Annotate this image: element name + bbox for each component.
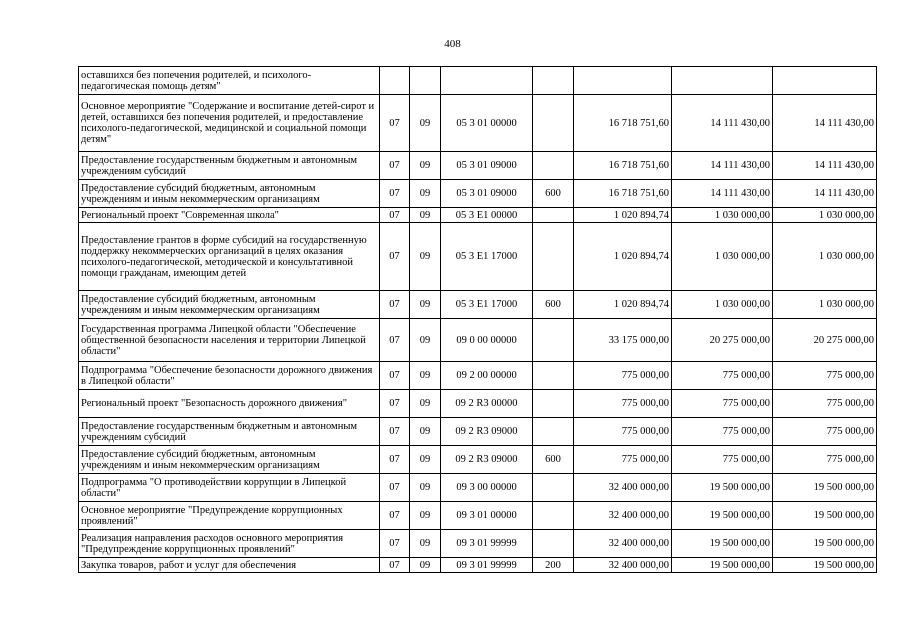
table-row [79,502,877,530]
page-number: 408 [444,38,461,50]
section-code: 07 [380,418,410,446]
table-row [79,223,877,291]
amount-3: 19 500 000,00 [773,474,877,502]
item-name: Предоставление субсидий бюджетным, автономным учреждениям и иным некоммерческим организациям [79,180,380,208]
amount-2: 19 500 000,00 [672,502,773,530]
target-article-code: 05 3 01 09000 [441,180,533,208]
subsection-code: 09 [410,208,441,223]
item-name: Предоставление грантов в форме субсидий на государственную поддержку некоммерческих организаций в целях оказания психолого-педагогической, методической и консультативной помощи гражданам, имеющим детей [79,223,380,291]
expense-type-code [533,362,574,390]
subsection-code: 09 [410,474,441,502]
item-name: Региональный проект "Безопасность дорожного движения" [79,390,380,418]
budget-table [78,66,877,573]
item-name: Предоставление государственным бюджетным и автономным учреждениям субсидий [79,152,380,180]
expense-type-code [533,474,574,502]
table-row [79,362,877,390]
amount-3: 14 111 430,00 [773,180,877,208]
target-article-code: 09 0 00 00000 [441,319,533,362]
item-name: Предоставление субсидий бюджетным, автономным учреждениям и иным некоммерческим организациям [79,291,380,319]
section-code: 07 [380,208,410,223]
amount-3 [773,67,877,95]
subsection-code: 09 [410,502,441,530]
amount-2: 1 030 000,00 [672,208,773,223]
amount-3: 19 500 000,00 [773,502,877,530]
subsection-code: 09 [410,95,441,152]
amount-2: 19 500 000,00 [672,474,773,502]
item-name: Предоставление субсидий бюджетным, автономным учреждениям и иным некоммерческим организациям [79,446,380,474]
amount-3: 14 111 430,00 [773,95,877,152]
amount-1: 1 020 894,74 [574,223,672,291]
target-article-code: 05 3 01 09000 [441,152,533,180]
expense-type-code: 600 [533,180,574,208]
section-code: 07 [380,530,410,558]
section-code: 07 [380,390,410,418]
amount-2: 775 000,00 [672,362,773,390]
expense-type-code: 600 [533,291,574,319]
amount-1: 775 000,00 [574,390,672,418]
item-name: Региональный проект "Современная школа" [79,208,380,223]
amount-2: 1 030 000,00 [672,291,773,319]
expense-type-code [533,95,574,152]
target-article-code: 09 2 R3 09000 [441,418,533,446]
amount-3: 1 030 000,00 [773,208,877,223]
target-article-code: 09 2 R3 09000 [441,446,533,474]
target-article-code: 05 3 E1 00000 [441,208,533,223]
expense-type-code: 600 [533,446,574,474]
target-article-code [441,67,533,95]
amount-3: 19 500 000,00 [773,530,877,558]
table-row [79,95,877,152]
amount-2: 19 500 000,00 [672,530,773,558]
expense-type-code [533,418,574,446]
subsection-code: 09 [410,291,441,319]
table-row [79,208,877,223]
table-row [79,180,877,208]
amount-3: 19 500 000,00 [773,558,877,573]
section-code: 07 [380,446,410,474]
amount-2: 20 275 000,00 [672,319,773,362]
table-row [79,390,877,418]
section-code: 07 [380,558,410,573]
item-name: Подпрограмма "О противодействии коррупции в Липецкой области" [79,474,380,502]
expense-type-code [533,152,574,180]
expense-type-code [533,390,574,418]
table-row [79,474,877,502]
amount-2: 775 000,00 [672,446,773,474]
item-name: оставшихся без попечения родителей, и психолого-педагогическая помощь детям" [79,67,380,95]
subsection-code: 09 [410,180,441,208]
section-code: 07 [380,180,410,208]
expense-type-code [533,223,574,291]
amount-1 [574,67,672,95]
target-article-code: 09 3 01 99999 [441,530,533,558]
target-article-code: 05 3 01 00000 [441,95,533,152]
item-name: Подпрограмма "Обеспечение безопасности дорожного движения в Липецкой области" [79,362,380,390]
amount-3: 1 030 000,00 [773,291,877,319]
amount-1: 775 000,00 [574,446,672,474]
table-row [79,291,877,319]
amount-3: 14 111 430,00 [773,152,877,180]
target-article-code: 05 3 E1 17000 [441,291,533,319]
subsection-code: 09 [410,558,441,573]
subsection-code [410,67,441,95]
section-code: 07 [380,291,410,319]
amount-3: 775 000,00 [773,390,877,418]
target-article-code: 09 3 00 00000 [441,474,533,502]
amount-1: 16 718 751,60 [574,95,672,152]
amount-2: 775 000,00 [672,390,773,418]
amount-1: 32 400 000,00 [574,474,672,502]
subsection-code: 09 [410,362,441,390]
amount-2: 14 111 430,00 [672,152,773,180]
item-name: Государственная программа Липецкой области "Обеспечение общественной безопасности населения и территории Липецкой области" [79,319,380,362]
item-name: Реализация направления расходов основного мероприятия "Предупреждение коррупционных проявлений" [79,530,380,558]
expense-type-code [533,319,574,362]
table-row [79,558,877,573]
target-article-code: 09 2 00 00000 [441,362,533,390]
subsection-code: 09 [410,530,441,558]
amount-2: 14 111 430,00 [672,180,773,208]
amount-2: 775 000,00 [672,418,773,446]
target-article-code: 05 3 E1 17000 [441,223,533,291]
target-article-code: 09 2 R3 00000 [441,390,533,418]
section-code: 07 [380,223,410,291]
item-name: Закупка товаров, работ и услуг для обеспечения [79,558,380,573]
amount-1: 32 400 000,00 [574,530,672,558]
item-name: Основное мероприятие "Предупреждение коррупционных проявлений" [79,502,380,530]
section-code: 07 [380,502,410,530]
table-row [79,319,877,362]
expense-type-code: 200 [533,558,574,573]
amount-3: 775 000,00 [773,362,877,390]
table-row [79,530,877,558]
amount-1: 1 020 894,74 [574,291,672,319]
amount-2: 19 500 000,00 [672,558,773,573]
amount-1: 16 718 751,60 [574,180,672,208]
amount-3: 1 030 000,00 [773,223,877,291]
section-code [380,67,410,95]
amount-1: 16 718 751,60 [574,152,672,180]
subsection-code: 09 [410,223,441,291]
target-article-code: 09 3 01 00000 [441,502,533,530]
amount-1: 775 000,00 [574,362,672,390]
table-row [79,152,877,180]
subsection-code: 09 [410,319,441,362]
amount-3: 20 275 000,00 [773,319,877,362]
table-row [79,446,877,474]
amount-2 [672,67,773,95]
amount-1: 1 020 894,74 [574,208,672,223]
item-name: Основное мероприятие "Содержание и воспитание детей-сирот и детей, оставшихся без попечения родителей, и предоставление психолого-педагогической, медицинской и социальной помощи детям" [79,95,380,152]
target-article-code: 09 3 01 99999 [441,558,533,573]
amount-1: 32 400 000,00 [574,502,672,530]
subsection-code: 09 [410,446,441,474]
table-row [79,67,877,95]
amount-2: 14 111 430,00 [672,95,773,152]
section-code: 07 [380,319,410,362]
expense-type-code [533,67,574,95]
item-name: Предоставление государственным бюджетным и автономным учреждениям субсидий [79,418,380,446]
subsection-code: 09 [410,418,441,446]
amount-3: 775 000,00 [773,446,877,474]
section-code: 07 [380,152,410,180]
expense-type-code [533,502,574,530]
table-row [79,418,877,446]
amount-1: 33 175 000,00 [574,319,672,362]
subsection-code: 09 [410,390,441,418]
amount-1: 775 000,00 [574,418,672,446]
section-code: 07 [380,474,410,502]
amount-2: 1 030 000,00 [672,223,773,291]
section-code: 07 [380,95,410,152]
expense-type-code [533,208,574,223]
amount-1: 32 400 000,00 [574,558,672,573]
expense-type-code [533,530,574,558]
amount-3: 775 000,00 [773,418,877,446]
subsection-code: 09 [410,152,441,180]
section-code: 07 [380,362,410,390]
